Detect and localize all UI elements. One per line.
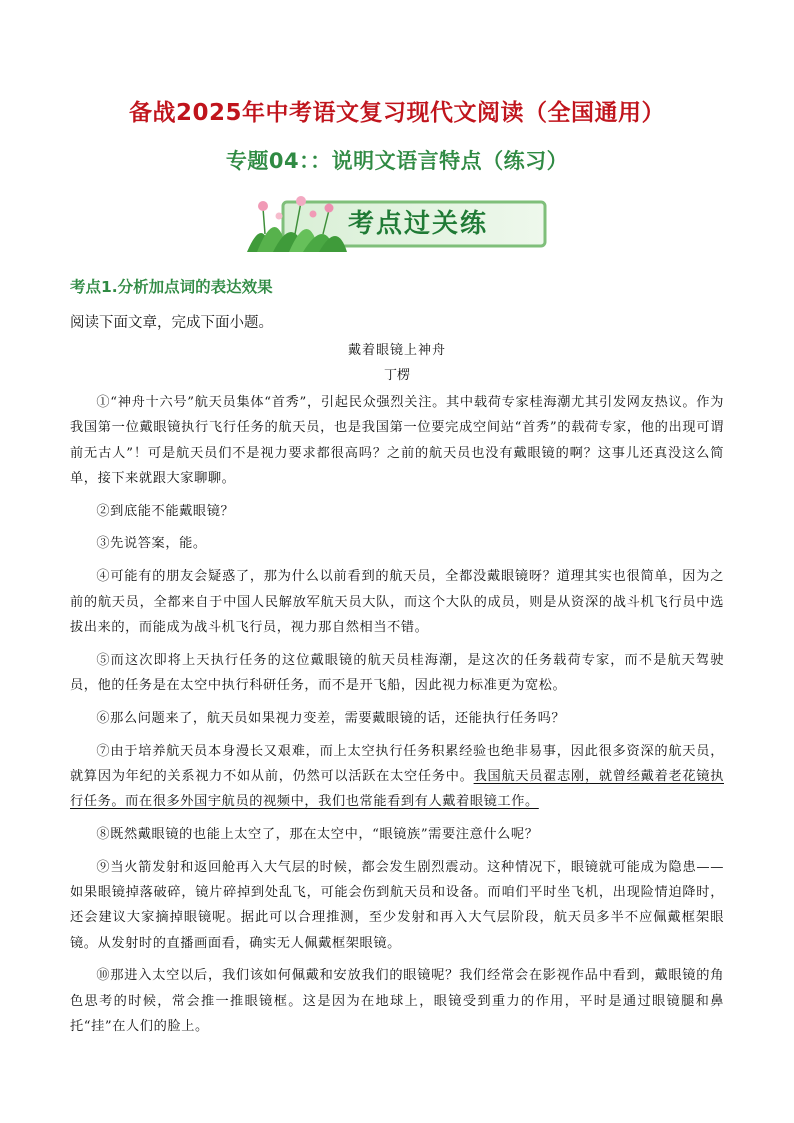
banner-label: 考点过关练 (348, 209, 489, 239)
paragraph-1: ①“神舟十六号”航天员集体“首秀”，引起民众强烈关注。其中载荷专家桂海潮尤其引发网友热议。作为我国第一位戴眼镜执行飞行任务的航天员，也是我国第一位要完成空间站“首秀”的载荷专家，他的出现可谓前无古人”！可是航天员们不是视力要求都很高吗？之前的航天员也没有戴眼镜的啊？这事儿还真没这么简单，接下来就跟大家聊聊。 (70, 395, 724, 486)
paragraph-3: ③先说答案，能。 (96, 536, 207, 552)
section-banner (243, 194, 549, 254)
paragraph-8: ⑧既然戴眼镜的也能上太空了，那在太空中，“眼镜族”需要注意什么呢？ (96, 826, 539, 842)
paragraph-7 (70, 739, 724, 815)
article-body (70, 390, 724, 1047)
paragraph-7-text: ⑦由于培养航天员本身漫长又艰难，而上太空执行任务积累经验也绝非易事，因此很多资深的航天员，就算因为年纪的关系视力不如从前，仍然可以活跃在太空任务中。 (70, 743, 724, 784)
paragraph-9-part-1: ⑨当火箭发射和返回舱再入大气层的时候，都会发生剧烈震动。这种情况下，眼镜就可能成为隐患 (96, 859, 697, 875)
article-title: 戴着眼镜上神舟 (347, 343, 446, 358)
paragraph-9-part-2: ——如果眼镜掉落破碎，镜片碎掉到处乱飞，可能会伤到航天员和设备。而咱们平时坐飞机，出现险情迫降时，还会建议大家摘掉眼镜呢。据此可以合理推测，至少发射和再入大气层阶段，航天员多半不应佩戴框架眼镜。从发射时的直播画面看，确实无人佩戴框架眼镜。 (70, 859, 724, 951)
page-subtitle: 专题04：：说明文语言特点（练习） (225, 149, 569, 173)
paragraph-5: ⑤而这次即将上天执行任务的这位戴眼镜的航天员桂海潮，是这次的任务载荷专家，而不是航天驾驶员，他的任务是在太空中执行科研任务，而不是开飞船，因此视力标准更为宽松。 (70, 652, 724, 693)
page-title: 备战2025年中考语文复习现代文阅读（全国通用） (128, 100, 665, 126)
article-author: 丁楞 (383, 368, 410, 383)
paragraph-2: ②到底能不能戴眼镜？ (96, 503, 235, 519)
paragraph-7-underlined: 我国航天员翟志刚，就曾经戴着老花镜执行任务。而在很多外国宇航员的视频中，我们也常能看到有人戴着眼镜工作。 (70, 768, 724, 810)
paragraph-9 (70, 855, 724, 956)
section-heading: 考点1.分析加点词的表达效果 (70, 278, 273, 296)
paragraph-6: ⑥那么问题来了，航天员如果视力变差，需要戴眼镜的话，还能执行任务吗？ (96, 710, 566, 726)
instruction-text: 阅读下面文章，完成下面小题。 (70, 315, 273, 331)
paragraph-4: ④可能有的朋友会疑惑了，那为什么以前看到的航天员，全都没戴眼镜呀？道理其实也很简单，因为之前的航天员，全都来自于中国人民解放军航天员大队，而这个大队的成员，则是从资深的战斗机飞行员中选拔出来的，而能成为战斗机飞行员，视力那自然相当不错。 (70, 569, 724, 635)
paragraph-10: ⑩那进入太空以后，我们该如何佩戴和安放我们的眼镜呢？我们经常会在影视作品中看到，戴眼镜的角色思考的时候，常会推一推眼镜框。这是因为在地球上，眼镜受到重力的作用，平时是通过眼镜腿和鼻托“挂”在人们的脸上。 (70, 968, 724, 1035)
